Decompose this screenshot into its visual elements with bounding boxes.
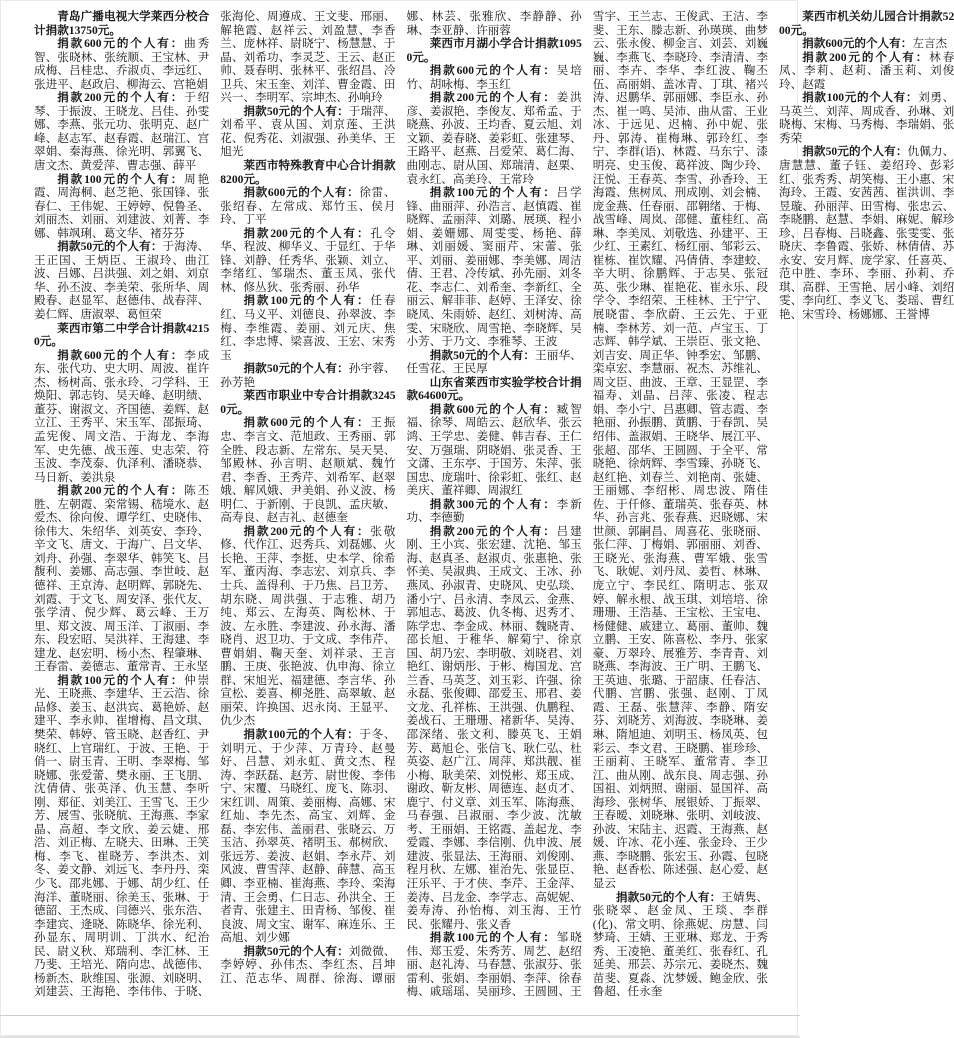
- donor-names: 邹晓伟、郑玉爱、朱秀芳、周艺、赵绍丽、赵礼涛、马春慧、张淑芬、张雷利、张娟、李丽娟、李萍、徐春梅、戚瑶瑶、吴丽珍、王圆圆、王雪宇、王兰志、王俊武、王洁、李斐、王东、滕志新、孙瑛瑛、曲梦云、张永俊、柳金言、刘芸、刘巍巍、李燕飞、李晓玲、李清清、李丽、李卉、李华、李红波、鞠丕伍、高丽娟、盖冰青、丁琪、褚兴涛、迟鹏华、郭丽娜、李臣永、孙杰、崔一鸣、吴沛、曲从雷、王业冰、于远见、迟楠、孙中妮、张丹、郭涛、崔梅琳、郭玲红、李宁、李群(语)、林霞、马东宁、漆明亮、史玉俊、葛祥波、陶少玲、汪悦、王春英、李雪、孙香玲、王海霞、焦树凤、刑成刚、刘会楠、庞金燕、任春丽、邵翱绪、于梅、战雪峰、周岚、邵健、董桂红、高琳、李美凤、刘敬选、孙建平、王少红、王素红、杨红丽、邹彩云、崔栋、崔饮耀、冯倩倩、李建蛟、辛大明、徐鹏辉、于志昊、张冠英、张少琳、崔艳花、崔永乐、段学令、李绍荣、王桂林、王宁宁、展晓雷、李欣蔚、王云先、于亚楠、李林芳、刘一范、卢宝玉、丁志辉、韩学斌、王崇臣、张文艳、刘吉安、周正华、钟季宏、邹鹏、栾卓宏、李慧丽、祝杰、苏维礼、周文臣、曲波、王章、王显罡、李福寿、刘晶、吕萍、张凌、程志娟、李小宁、吕惠卿、管志霞、李艳丽、孙振鹏、黄鹏、于春凯、吴绍伟、盖淑娟、王晓华、展江平、张超、邵华、王圆圆、于全平、常晓艳、徐炳辉、李雪臻、孙晓飞、赵红艳、刘春兰、刘艳南、张婕、王丽娜、李绍彬、周忠波、隋佳佐、于仟修、董瑞英、张春英、林华、孙言兆、张春燕、迟晓娜、宋世颜、郭嗣昌、周喜花、张晓丽、张仁萍、丁梅娟、郭丽丽、刘香、王晓光、张海燕、曹军娥、张雪飞、耿妮、刘丹凤、姜哲、林琳、庞立宁、李民红、隋明志、张双婷、解永根、战玉琪、刘培培、徐珊珊、王浩基、王宝松、王宝电、杨健健、戚建立、葛丽、董帅、魏立鹏、王安、陈喜松、李丹、张家豪、万翠玲、展雅芳、李青青、刘晓燕、李海波、王广明、王鹏飞、王英迪、张璐、于韶康、任春洁、代鹏、宫鹏、张强、赵刚、丁凤霞、王磊、张慧萍、李静、隋安芬、刘晓芳、刘海波、李晓琳、姜琳、隋旭迪、刘明玉、杨凤英、包彩云、李文君、王晓鹏、崔珍珍、王丽莉、王晓军、董常青、李卫江、曲从刚、战东良、周志强、孙国祖、刘炳照、谢丽、显国祥、高海珍、张树华、展银娇、丁振翠、王春暧、刘晓琳、张明、刘岐波、孙波、宋陆主、迟霞、王海燕、赵媛、许冰、花小莲、张金玲、王少燕、李晓鹏、张宏玉、孙霞、包晓艳、赵香松、陈述强、赵心爱、赵显云: [406, 10, 768, 999]
- donation-tier-label: 捐款50元的个人有：: [243, 104, 349, 118]
- school-total-header: 青岛广播电视大学莱西分校合计捐款13750元。: [34, 10, 210, 37]
- donation-tier-label: 捐款100元的个人有：: [57, 673, 185, 687]
- donor-names: 于冬、刘明元、于少萍、万青玲、赵曼好、吕慧、刘永虹、黄文杰、程涛、李跃磊、赵芳、尉世俊、李伟宁、宋覆、马晓红、庞飞、陈羽、宋红训、周策、姜丽梅、高娜、宋红灿、李先杰、高宝、刘辉、金磊、李宏伟、盖丽君、张晓云、万玉洁、孙翠英、褚明玉、郝树欣、张远芳、姜波、赵娟、李永芹、刘风波、曹雪萍、赵静、薛慧、高玉卿、李亚楠、崔海燕、李玲、栾海清、王会勇、仁日志、孙洪全、王者青、张建主、田青杨、邹俊、崔良波、周文宝、谢军、麻连乐、王高旭、刘少娜: [220, 727, 396, 945]
- donation-tier-paragraph: [407, 403, 582, 498]
- donation-tier-label: 捐款600元的个人有：: [243, 186, 360, 200]
- donation-tier-label: 捐款100元的个人有：: [429, 931, 557, 945]
- donor-names: 林春凤、李莉、赵莉、潘玉莉、刘俊玲、赵霞: [779, 50, 954, 91]
- donation-tier-label: 捐款50元的个人有：: [429, 348, 536, 362]
- school-total-header: 莱西市机关幼儿园合计捐款5200元。: [779, 10, 954, 37]
- donation-roster-columns: [34, 10, 954, 1012]
- donor-names: 任春红、马义平、刘德良、孙翠波、李梅、李维霞、姜丽、刘元庆、焦红、李忠博、梁喜波、王宏、宋秀玉: [220, 294, 396, 362]
- donor-names: 张敬修、代作江、迟秀兵、刘磊娜、火长艳、王萍、李挺、史本学、徐希军、董丙海、李志宏、刘京兵、李士兵、盖得利、于乃焦、吕卫芳、胡东晓、周洪强、于志雅、胡乃纯、郑云、左海英、陶松林、于波、左永胜、李建波、孙永海、潘晓肖、迟卫功、于文成、李伟芹、曹娟娟、鞠天奎、刘祥录、王言鹏、王庚、张艳波、仇申海、徐立群、宋旭光、福建德、李言华、孙宣松、姜喜、柳尧胜、高翠敏、赵丽荣、许换国、迟永岗、王显平、仇少杰: [220, 524, 396, 728]
- donation-tier-label: 捐款50元的个人有：: [615, 890, 722, 904]
- donor-names: 孔令华、程波、柳华义、于显红、于华锋、刘静、任秀华、张颖、刘立、李绪红、邹瑞杰、董玉凤、张代林、修丛狄、张秀丽、孙华: [220, 226, 396, 294]
- donation-tier-label: 捐款600元的个人有：: [429, 402, 557, 416]
- donation-tier-paragraph: [779, 91, 954, 145]
- donation-tier-paragraph: [34, 349, 209, 484]
- donor-names: 周艳霞、周海桐、赵芝艳、张国锋、张春仁、王伟妮、王婷婷、倪鲁圣、刘丽杰、刘丽、刘建波、刘菁、李娜、韩飒琍、葛文华、褚芬芬: [34, 172, 210, 240]
- donation-tier-paragraph: [407, 349, 582, 376]
- donor-names: 孙宇蓉、孙芳艳: [220, 362, 396, 389]
- donation-tier-label: 捐款100元的个人有：: [243, 294, 371, 308]
- school-total-header: 山东省莱西市实验学校合计捐款64600元。: [406, 375, 582, 403]
- donation-tier-label: 捐款200元的个人有：: [243, 226, 371, 240]
- donor-names: 吕建刚、王小宾、张宏建、沈艳、邹玉海、赵真圣、赵淑贞、张惠艳、张怀美、吴淑典、王成文、王冰、孙燕凤、孙淑青、史晓风、史弘琰、潘小宁、吕永清、李凤云、金燕、郭旭志、葛波、仇冬梅、迟秀才、陈学忠、李金成、林丽、魏晓青、邵长旭、于稚华、解菊宁、徐京国、胡乃宏、李明敬、刘晓君、刘艳红、谢炳彤、于彬、梅国龙、宫兰香、马英芝、刘玉彩、许强、徐永磊、张俊卿、邵爱玉、邢君、姜文龙、孔祥栋、王洪强、仇鹏程、姜战石、王珊珊、褚新华、吴涛、邵深绪、张文利、滕英飞、王娟芳、葛旭仑、张信飞、耿仁弘、杜英姿、赵广江、周萍、郑洪靓、崔小梅、耿美荣、刘悦彬、郑玉成、谢政、靳友彬、周德连、赵贞才、鹿宁、付义章、刘玉军、陈海燕、马春强、吕淑丽、李少波、沈敏考、王丽娟、王铭霞、盖起龙、李爱霞、李娜、李信刚、仇申波、展建波、张显法、王海丽、刘俊刚、程月秋、左娜、崔治先、张显臣、汪乐平、于才侠、李芹、王金萍、姜涛、吕龙金、李学志、高妮妮、姜寿涛、孙怡梅、刘玉海、王竹民、张耀丹、张义香: [406, 524, 582, 931]
- donation-tier-label: 捐款200元的个人有：: [57, 91, 185, 105]
- donation-tier-paragraph: [34, 91, 209, 172]
- school-total-header: 莱西市职业中专合计捐款32450元。: [220, 389, 396, 416]
- donor-names: 左言杰: [912, 37, 948, 51]
- donation-tier-label: 捐款300元的个人有：: [429, 497, 557, 511]
- donation-tier-paragraph: [220, 294, 395, 362]
- donation-tier-label: 捐款50元的个人有：: [243, 944, 349, 958]
- donation-tier-label: 捐款200元的个人有：: [243, 524, 371, 538]
- donation-tier-label: 捐款600元的个人有：: [57, 37, 185, 51]
- donor-names: 徐雷、张绍春、左常成、郑竹玉、侯月玲、丁平: [220, 186, 396, 227]
- donation-tier-label: 捐款600元的个人有：: [429, 64, 557, 78]
- donation-tier-paragraph: [407, 91, 582, 186]
- donation-tier-paragraph: [779, 51, 954, 92]
- school-total-header: 莱西市月湖小学合计捐款10950元。: [406, 37, 582, 64]
- donation-tier-label: 捐款100元的个人有：: [243, 727, 360, 741]
- donation-tier-label: 捐款200元的个人有：: [429, 524, 557, 538]
- donor-names: 仲崇光、王晓燕、李建华、王云浩、徐品修、姜玉、赵洪宾、葛艳娇、赵建平、李永帅、崔增梅、昌文琪、樊荣、韩婷、管玉晓、赵香红、尹晓红、上官瑞红、于波、王艳、于俏一、尉玉青、王明、李翠梅、邹晓娜、张爱蕾、樊永丽、王飞朋、沈倩倩、张英泽、仇玉慧、李听刚、郑征、刘美江、王雪飞、王少芳、展雪、张晓航、王海燕、李家晶、高超、李文欣、姜云婕、邢浩、刘正梅、左晓夫、田琳、王笑梅、李飞、崔晓芳、李洪杰、刘冬、姜文静、刘远飞、李丹丹、栾少飞、邵兆娜、于娜、胡少红、任海洋、董晓丽、徐美玉、张琳、于德韶、王杰成、闫德兴、张东浩、李建宾、逄晓、陈晓华、徐光利、孙显东、周明训、丁洪水、纪治民、尉义秋、郑瑞利、李汇林、王乃斐、王培光、隋向忠、战德伟、杨新杰、耿维国、张源、刘晓明、刘建芸、王海艳、李伟伟、于晓、张海伦、周遵成、王文斐、邢丽、解艳霞、赵祥云、刘盈慧、李香兰、庞林祥、尉晓宁、杨慧慧、于晶、刘希功、李灵芝、王云、赵正帅、聂春明、张林平、张绍昌、冷卫兵、宋玉奎、刘洋、曹金霞、田兴一、李明军、宗坤杰、孙响玲: [34, 10, 396, 999]
- donation-tier-label: 捐款50元的个人有：: [802, 145, 908, 159]
- donation-tier-paragraph: [34, 173, 209, 241]
- donor-names: 王振忠、李言文、范旭政、王秀丽、郭全胜、段志新、左常东、吴天昊、邹殿林、孙言明、赵顺斌、魏竹君、李香、王秀芹、刘希军、赵翠娥、解风娥、尹美娟、孙义波、杨明仁、于新刚、于良凯、孟庆敏、高寿良、赵吉礼、赵德奎: [220, 416, 396, 525]
- donation-tier-label: 捐款100元的个人有：: [429, 186, 557, 200]
- donor-names: 王婧隽、张晓翠、赵金凤、王琰、李群(化)、常文明、徐燕妮、房慧、闫梦琦、王婧、王亚琳、郑龙、于秀秀、王凌艳、董美红、张春红、孔延美、邢芸、苏宗元、姜晓杰、魏苗斐、夏淼、沈梦媛、鲍金欣、张鲁超、任永奎: [592, 890, 768, 999]
- bottom-rule-line: [0, 1015, 800, 1016]
- donor-names: 仇佩力、唐慧慧、董子钰、姜绍玲、彭彩红、张秀秀、胡笑梅、王小惠、宋海玲、王霞、安茜茜、崔洪训、李昱璇、孙丽萍、田雪梅、张忠云、李晓鹏、赵慧、李娟、麻妮、解珍珍、吕春梅、吕晓鑫、张雯雯、张晓庆、李鲁霞、张娇、林倩倩、苏永安、安月辉、庞学家、任喜英、范中胜、李环、李丽、孙莉、乔琪、高群、王雪艳、居小峰、刘绍雯、李向红、李义飞、娄瑶、曹红艳、宋雪玲、杨娜娜、王誉博: [779, 145, 954, 322]
- school-total-header: 莱西市第二中学合计捐款42150元。: [34, 321, 210, 349]
- donor-names: 于绍琴、于振波、王晓龙、吕佳、孙雯娜、李燕、张元功、张明克、赵广峰、赵志军、赵春霞、赵瑞江、宫翠娟、秦海燕、徐光明、郭翼飞、唐文杰、黄爱萍、曹志强、薛平: [34, 91, 210, 173]
- donation-tier-paragraph: [34, 37, 209, 91]
- donor-names: 陈丕胜、左朝霞、栾常锡、嵇境水、赵爱杰、徐向俊、谭学红、史晓伟、徐伟大、朱绍华、刘英安、李玲、辛文飞、唐文、于海广、吕文华、刘舟、孙强、李翠华、韩笑飞、吕馥利、姜娜、高志强、李世岐、赵德祥、王京涛、赵明辉、郭晓先、刘霞、于文飞、周安泽、张代友、张学清、倪少辉、葛云峰、王万里、郑文波、周玉洋、丁淑丽、李东、段宏昭、吴洪祥、王海建、李建龙、赵宏明、杨小杰、程肇琳、王春雷、姜德志、董常青、王永坚: [34, 484, 210, 674]
- donor-names: 刘微微、李婷婷、孙伟杰、李红杰、吕坤江、范志华、周群、徐海、谭丽娜、林芸、张雅欣、李静静、孙琳、李亚静、许丽蓉: [220, 10, 582, 985]
- donation-tier-paragraph: [34, 240, 209, 321]
- donation-tier-paragraph: [34, 484, 209, 674]
- donation-tier-label: 捐款200元的个人有：: [429, 91, 557, 105]
- donor-names: 吴培竹、胡咏梅、李玉红: [406, 64, 582, 91]
- donor-names: 李成东、张代功、史大明、周波、崔许杰、杨树高、张永玲、刁学科、王焕阳、郭志钧、吴天峰、赵明绩、董芬、谢淑文、齐国德、姜辉、赵立江、王秀平、宋玉军、邵振琦、孟宪俊、周文浩、于海龙、李海军、史先德、战玉莲、史志荣、符玉波、李茂泰、仇泽利、潘晓恭、马日新、姜洪泉: [34, 348, 210, 484]
- donation-tier-label: 捐款100元的个人有：: [802, 91, 919, 105]
- donor-names: 曲秀智、张晓林、张统顺、王宝林、尹成梅、吕桂忠、乔淑贞、李远红、张进平、赵政启、柳海云、宫艳娟: [34, 37, 210, 91]
- donation-tier-paragraph: [220, 186, 395, 227]
- donation-tier-paragraph: [220, 227, 395, 295]
- donation-tier-paragraph: [407, 64, 582, 91]
- donor-names: 于海涛、王正国、王炳臣、王淑玲、曲江波、吕娜、吕洪强、刘之娟、刘京华、孙丕波、李美荣、张所华、周殿春、赵显军、赵德伟、战春萍、姜仁辉、唐淑翠、葛恒荣: [34, 240, 210, 322]
- donation-tier-paragraph: [220, 362, 395, 389]
- donation-tier-paragraph: [407, 498, 582, 525]
- donation-tier-paragraph: [220, 105, 395, 159]
- donor-names: 李新功、李德勤: [406, 497, 582, 525]
- donor-names: 刘勇、马英兰、刘萍、周成香、孙琳、刘晓梅、宋梅、马秀梅、李瑞娟、张秀荣: [779, 91, 954, 145]
- donation-tier-label: 捐款200元的个人有：: [57, 484, 185, 498]
- donor-names: 姜洪彦、姜淑艳、李俊友、郑希孟、于晓燕、孙波、王均香、夏云旭、刘文颖、姜春晓、姜彩虹、张建琴、王路平、赵燕、吕爱荣、葛仁海、曲刚志、尉从国、郑瑞清、赵栗、袁永红、高美玲、王常玲: [406, 91, 582, 186]
- donor-names: 王丽华、任雪花、王民厚: [406, 348, 582, 376]
- donation-tier-label: 捐款200元的个人有：: [802, 50, 930, 64]
- donation-tier-label: 捐款600元的个人有：: [57, 348, 185, 362]
- donation-tier-label: 捐款600元的个人有：: [802, 37, 913, 51]
- donor-names: 臧智福、徐琴、周皓云、赵欣华、张云鸿、王学忠、姜健、韩吉春、王仁安、万强瑞、阴晓娟、张灵香、王文潇、王东亭、于国芳、朱萍、张国忠、庞瑞叶、徐彩虹、张红、赵美庆、董祥卿、周淑红: [406, 402, 582, 498]
- donation-tier-label: 捐款600元的个人有：: [243, 416, 371, 430]
- donation-tier-paragraph: [220, 416, 395, 524]
- donation-tier-paragraph: [220, 728, 395, 945]
- school-total-header: 莱西市特殊教育中心合计捐款8200元。: [220, 159, 396, 186]
- donation-tier-paragraph: [779, 37, 954, 51]
- donation-tier-paragraph: [407, 186, 582, 349]
- donor-names: 吕学锋、曲丽萍、孙浩言、赵慎霞、崔晓辉、孟丽萍、刘璐、展瑛、程小娟、姜姗娜、周雯雯、杨艳、薛琳、刘丽媛、窦丽芹、宋蕾、张平、刘丽、姜丽娜、李美娜、周洁倩、王君、冷传斌、孙先丽、刘冬花、李志仁、刘希奎、李新红、全丽云、解菲菲、赵婷、王泽安、徐晓凤、朱雨娇、赵红、刘树涛、高雯、宋晓欣、周雪艳、李晓辉、吴小芳、于乃文、李雅琴、王波: [406, 186, 582, 349]
- donor-names: 于瑞萍、刘希平、袁从国、刘京莲、王洪花、倪秀花、刘淑强、孙美华、王旭光: [220, 104, 396, 159]
- donation-tier-label: 捐款50元的个人有：: [57, 240, 163, 254]
- donation-tier-paragraph: [407, 525, 582, 931]
- donation-tier-paragraph: [779, 145, 954, 321]
- donation-tier-paragraph: [220, 525, 395, 728]
- donation-tier-paragraph: [593, 891, 768, 999]
- donation-tier-label: 捐款100元的个人有：: [57, 172, 185, 186]
- donation-tier-label: 捐款50元的个人有：: [243, 362, 349, 376]
